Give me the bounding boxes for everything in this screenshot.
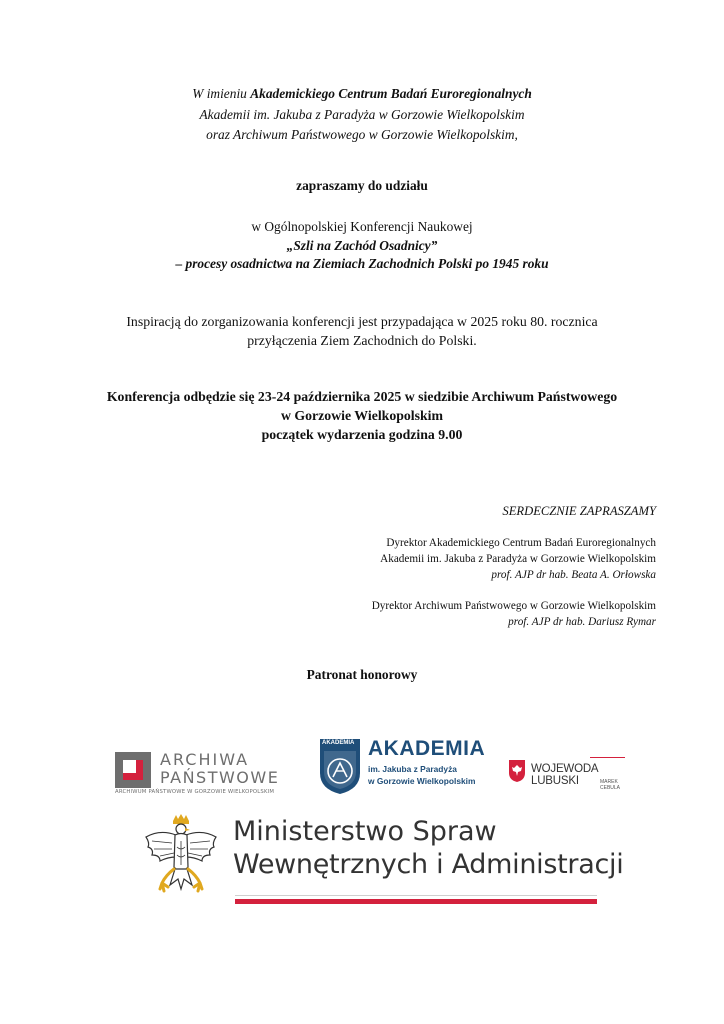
intro-line-1	[0, 86, 724, 102]
patronage-label: Patronat honorowy	[306, 667, 418, 682]
inspiration-line-2: przyłączenia Ziem Zachodnich do Polski.	[247, 333, 477, 348]
akademia-badge-text: AKADEMIA	[322, 740, 355, 746]
intro-centre-name: Akademickiego Centrum Badań Euroregionalnych	[250, 86, 532, 101]
akademia-name: AKADEMIA	[368, 737, 486, 760]
akademia-line-3: w Gorzowie Wielkopolskim	[368, 776, 476, 786]
signature2-name: prof. AJP dr hab. Dariusz Rymar	[508, 616, 656, 628]
intro-prefix: W imieniu	[192, 86, 251, 101]
ministry-line-2: Wewnętrznych i Administracji	[233, 849, 624, 880]
wojewoda-logo	[508, 757, 638, 789]
conference-title: „Szli na Zachód Osadnicy”	[286, 238, 438, 253]
details-line-2: w Gorzowie Wielkopolskim	[281, 408, 443, 423]
closing-text: SERDECZNIE ZAPRASZAMY	[502, 504, 656, 518]
white-eagle-icon	[140, 813, 222, 903]
archiwa-line-2: PAŃSTWOWE	[160, 768, 280, 787]
wojewoda-accent-line	[590, 757, 625, 758]
archiwa-emblem-icon	[115, 752, 151, 788]
details-line-3: początek wydarzenia godzina 9.00	[261, 427, 463, 442]
intro-line-2: Akademii im. Jakuba z Paradyża w Gorzowie Wielkopolskim	[199, 107, 525, 122]
invite-text: zapraszamy do udziału	[296, 178, 428, 193]
conference-line-1: w Ogólnopolskiej Konferencji Naukowej	[251, 219, 473, 234]
signature1-line-2: Akademii im. Jakuba z Paradyża w Gorzowie Wielkopolskim	[380, 553, 656, 565]
archiwa-line-1: ARCHIWA	[160, 750, 250, 769]
ministry-grey-bar	[235, 895, 597, 896]
intro-line-3: oraz Archiwum Państwowego w Gorzowie Wielkopolskim,	[206, 127, 518, 142]
inspiration-line-1: Inspiracją do zorganizowania konferencji jest przypadająca w 2025 roku 80. rocznica	[126, 314, 598, 329]
conference-subtitle: – procesy osadnictwa na Ziemiach Zachodnich Polski po 1945 roku	[175, 256, 549, 271]
eagle-shield-icon	[508, 759, 526, 783]
archiwa-panstwowe-logo	[115, 750, 305, 796]
signature1-name: prof. AJP dr hab. Beata A. Orłowska	[491, 569, 656, 581]
ministry-logo	[140, 813, 624, 913]
signature1-line-1: Dyrektor Akademickiego Centrum Badań Euroregionalnych	[386, 537, 656, 549]
ministry-red-bar	[235, 899, 597, 904]
ministry-line-1: Ministerstwo Spraw	[233, 816, 497, 847]
wojewoda-name: MAREK CEBULA	[600, 779, 621, 791]
details-line-1: Konferencja odbędzie się 23-24 października 2025 w siedzibie Archiwum Państwowego	[106, 389, 618, 404]
archiwa-line-3: ARCHIWUM PAŃSTWOWE W GORZOWIE WIELKOPOLSKIM	[115, 789, 275, 795]
signature2-line-1: Dyrektor Archiwum Państwowego w Gorzowie Wielkopolskim	[371, 600, 656, 612]
wojewoda-title: WOJEWODA LUBUSKI	[531, 763, 598, 787]
akademia-line-2: im. Jakuba z Paradyża	[368, 764, 457, 774]
akademia-logo	[318, 737, 498, 797]
